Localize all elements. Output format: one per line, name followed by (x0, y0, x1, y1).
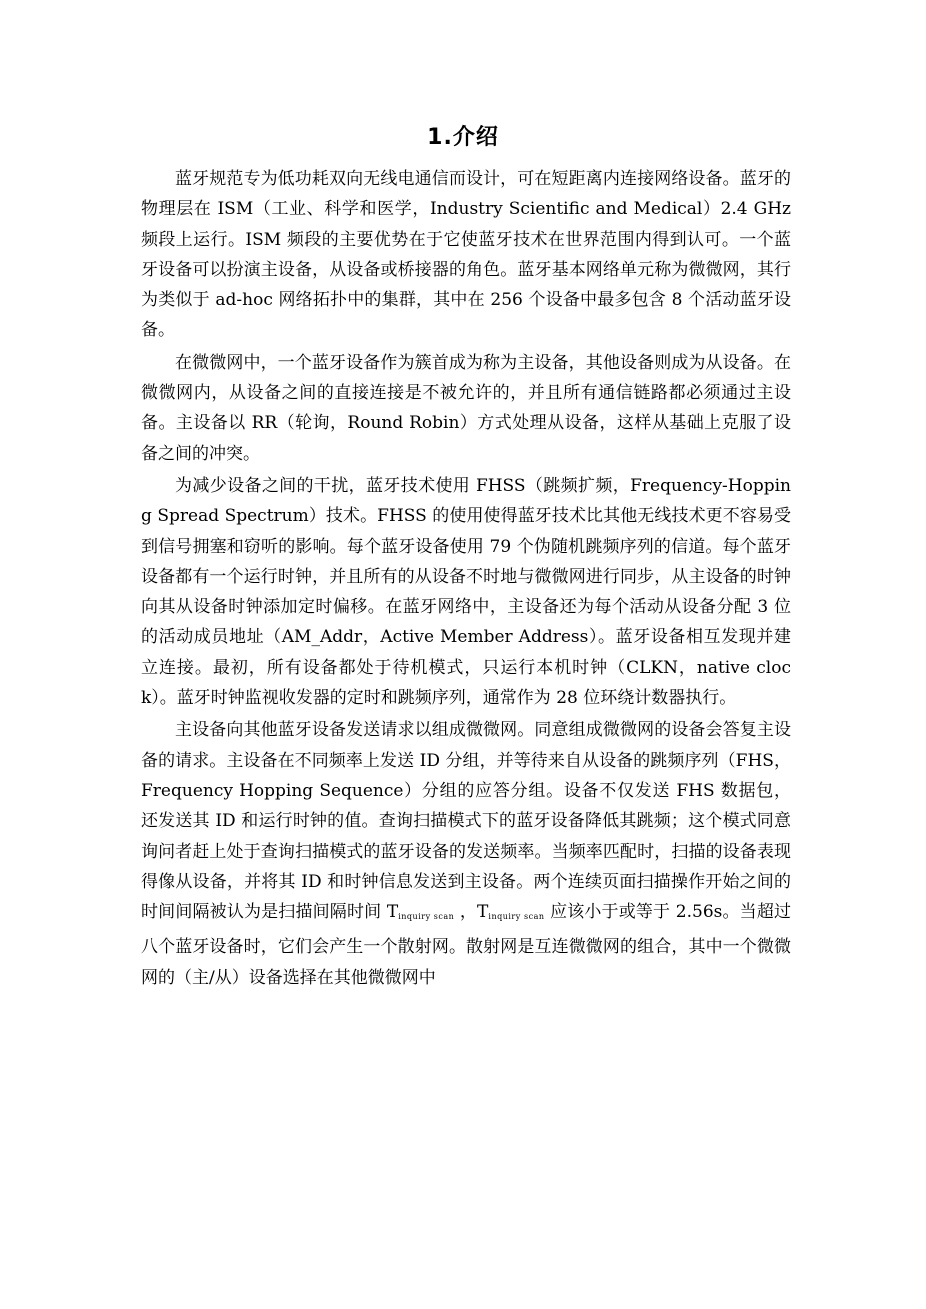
paragraph-text: 在微微网中，一个蓝牙设备作为簇首成为称为主设备，其他设备则成为从设备。在微微网内，从设备之间的直接连接是不被允许的，并且所有通信链路都必须通过主设备。主设备以 RR（轮询，Round Robin）方式处理从设备，这样从基础上克服了设备之间的冲突。 (141, 352, 791, 464)
paragraph-text: ，T (454, 902, 489, 923)
paragraph (141, 471, 791, 713)
paragraph-text: 蓝牙规范专为低功耗双向无线电通信而设计，可在短距离内连接网络设备。蓝牙的物理层在 ISM（工业、科学和医学，Industry Scientific and Medical）2.4 GHz 频段上运行。ISM 频段的主要优势在于它使蓝牙技术在世界范围内得到认可。一个蓝牙设备可以扮演主设备，从设备或桥接器的角色。蓝牙基本网络单元称为微微网，其行为类似于 ad-hoc 网络拓扑中的集群，其中在 256 个设备中最多包含 8 个活动蓝牙设备。 (141, 169, 791, 341)
section-title: 1.介绍 (427, 125, 499, 150)
subscript: inquiry scan (398, 912, 455, 922)
paragraph (141, 348, 791, 469)
subscript: inquiry scan (488, 912, 545, 922)
paragraph-text: 为减少设备之间的干扰，蓝牙技术使用 FHSS（跳频扩频，Frequency-Hopping Spread Spectrum）技术。FHSS 的使用使得蓝牙技术比其他无线技术更不容易受到信号拥塞和窃听的影响。每个蓝牙设备使用 79 个伪随机跳频序列的信道。每个蓝牙设备都有一个运行时钟，并且所有的从设备不时地与微微网进行同步，从主设备的时钟向其从设备时钟添加定时偏移。在蓝牙网络中，主设备还为每个活动从设备分配 3 位的活动成员地址（AM_Addr，Active Member Address）。蓝牙设备相互发现并建立连接。最初，所有设备都处于待机模式，只运行本机时钟（CLKN，native clock）。蓝牙时钟监视收发器的定时和跳频序列，通常作为 28 位环绕计数器执行。 (141, 475, 791, 709)
paragraph (141, 715, 791, 993)
paragraph-text: 应该小于或等于 2.56s。当超过八个蓝牙设备时，它们会产生一个散射网。散射网是互连微微网的组合，其中一个微微网的（主/从）设备选择在其他微微网中 (141, 902, 792, 988)
paragraph (141, 164, 791, 346)
paragraph-text: 主设备向其他蓝牙设备发送请求以组成微微网。同意组成微微网的设备会答复主设备的请求。主设备在不同频率上发送 ID 分组，并等待来自从设备的跳频序列（FHS，Frequency Hopping Sequence）分组的应答分组。设备不仅发送 FHS 数据包，还发送其 ID 和运行时钟的值。查询扫描模式下的蓝牙设备降低其跳频；这个模式同意询问者赶上处于查询扫描模式的蓝牙设备的发送频率。当频率匹配时，扫描的设备表现得像从设备，并将其 ID 和时钟信息发送到主设备。两个连续页面扫描操作开始之间的时间间隔被认为是扫描间隔时间 T (141, 720, 791, 923)
document-body (141, 164, 791, 995)
